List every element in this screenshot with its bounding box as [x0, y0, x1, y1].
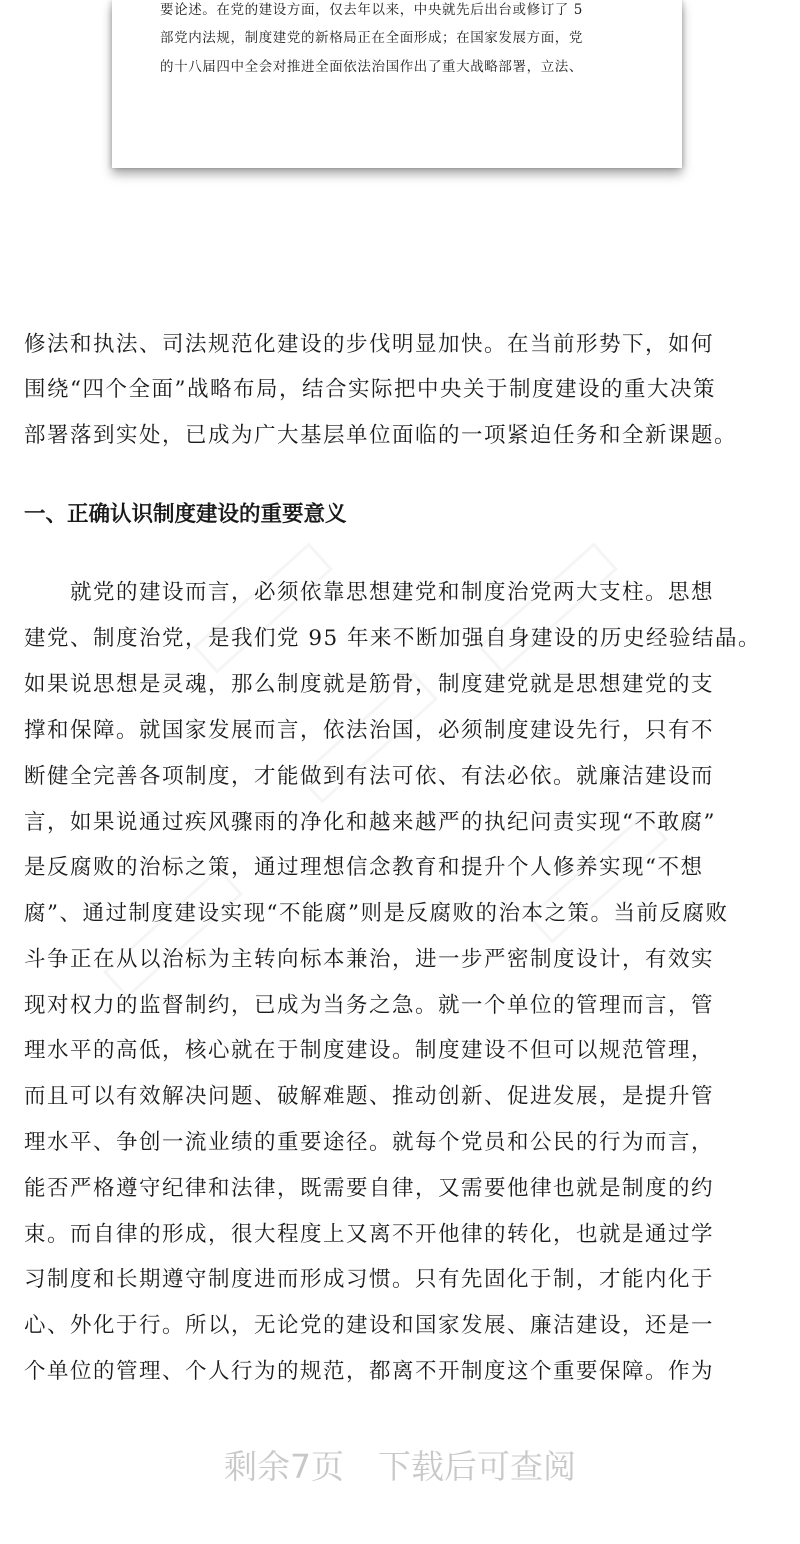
text-line: 修法和执法、司法规范化建设的步伐明显加快。在当前形势下，如何: [24, 332, 715, 357]
text-line: 心、外化于行。所以，无论党的建设和国家发展、廉洁建设，还是一: [24, 1313, 715, 1338]
remaining-pages-count: 剩余7页: [224, 1447, 344, 1486]
preview-page-card: [112, 0, 682, 168]
watermark-icon: [103, 867, 243, 998]
section-heading: 一、正确认识制度建设的重要意义: [24, 502, 347, 527]
text-line: 如果说思想是灵魂，那么制度就是筋骨，制度建党就是思想建党的支: [24, 672, 715, 697]
download-to-view-link[interactable]: 下载后可查阅: [378, 1447, 576, 1486]
text-line: 断健全完善各项制度，才能做到有法可依、有法必依。就廉洁建设而: [24, 764, 715, 789]
text-line: 撑和保障。就国家发展而言，依法治国，必须制度建设先行，只有不: [24, 718, 715, 743]
text-line: 理水平、争创一流业绩的重要途径。就每个党员和公民的行为而言，: [24, 1130, 715, 1155]
text-line: 习制度和长期遵守制度进而形成习惯。只有先固化于制，才能内化于: [24, 1267, 715, 1292]
text-line: 束。而自律的形成，很大程度上又离不开他律的转化，也就是通过学: [24, 1222, 715, 1247]
text-line: 是反腐败的治标之策，通过理想信念教育和提升个人修养实现“不想: [24, 855, 704, 880]
preview-line: 要论述。在党的建设方面，仅去年以来，中央就先后出台或修订了 5: [160, 2, 583, 18]
text-line: 建党、制度治党，是我们党 95 年来不断加强自身建设的历史经验结晶。: [24, 626, 762, 651]
text-line: 个单位的管理、个人行为的规范，都离不开制度这个重要保障。作为: [24, 1359, 715, 1384]
text-line: 围绕“四个全面”战略布局，结合实际把中央关于制度建设的重大决策: [24, 377, 716, 402]
text-line: 腐”、通过制度建设实现“不能腐”则是反腐败的治本之策。当前反腐败: [24, 901, 729, 926]
text-line: 部署落到实处，已成为广大基层单位面临的一项紧迫任务和全新课题。: [24, 423, 738, 448]
text-line: 而且可以有效解决问题、破解难题、推动创新、促进发展，是提升管: [24, 1084, 715, 1109]
remaining-pages-notice[interactable]: [0, 1441, 800, 1488]
text-line: 现对权力的监督制约，已成为当务之急。就一个单位的管理而言，管: [24, 993, 715, 1018]
preview-line: 的十八届四中全会对推进全面依法治国作出了重大战略部署，立法、: [160, 59, 583, 75]
text-line: 理水平的高低，核心就在于制度建设。制度建设不但可以规范管理，: [24, 1038, 715, 1063]
text-line: 斗争正在从以治标为主转向标本兼治，进一步严密制度设计，有效实: [24, 947, 715, 972]
text-line: 能否严格遵守纪律和法律，既需要自律，又需要他律也就是制度的约: [24, 1176, 715, 1201]
preview-line: 部党内法规，制度建党的新格局正在全面形成；在国家发展方面，党: [160, 30, 583, 46]
text-line: 就党的建设而言，必须依靠思想建党和制度治党两大支柱。思想: [24, 580, 715, 605]
text-line: 言，如果说通过疾风骤雨的净化和越来越严的执纪问责实现“不敢腐”: [24, 810, 716, 835]
